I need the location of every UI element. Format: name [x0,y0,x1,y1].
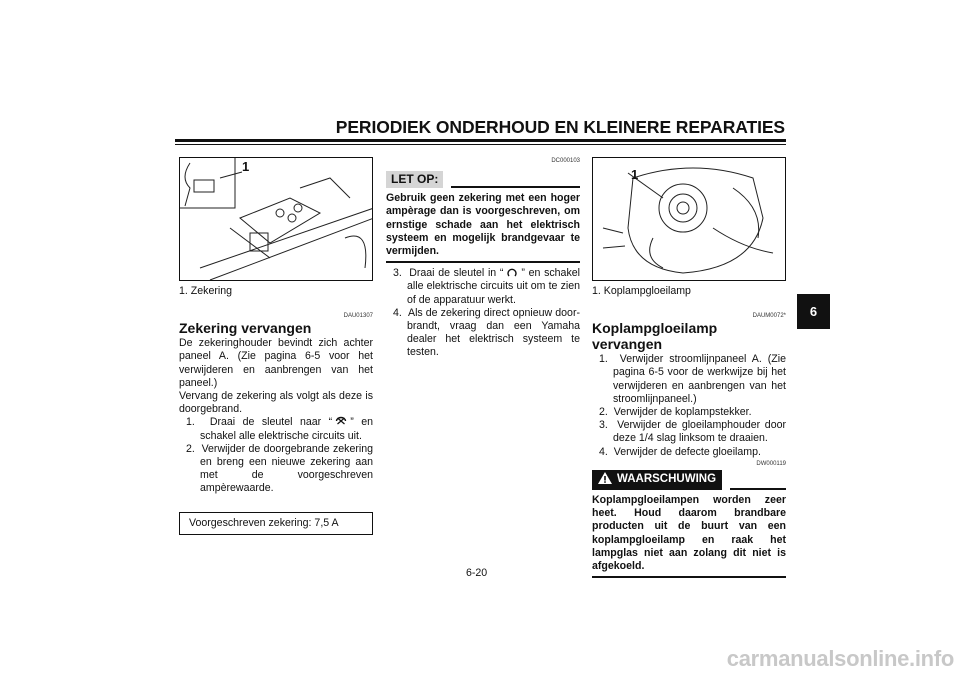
headlight-illustration [592,157,786,281]
figure-callout: 1 [631,167,639,182]
step-item: 3. Verwijder de gloeilamphouder door deze 1/4 slag linksom te draaien. [599,419,787,445]
column-fuse [179,157,373,535]
notice-code: DC000103 [551,158,580,164]
section-code: DAU01307 [343,313,373,320]
header-rule-thin [175,144,786,145]
step-item: 2. Verwijder de doorgebrande zekering en breng een nieuwe zekering aan met de voorgeschreven ampèrewaarde. [186,442,373,495]
column-headlight [592,157,786,582]
fuse-illustration [179,157,373,281]
step-item: 4. Verwijder de defecte gloeilamp. [599,445,761,458]
step-item: 1. Draai de sleutel naar “ ” en schakel alle elektrische circuits uit. [186,416,373,442]
warning-label-box [592,470,722,490]
warning-triangle-icon [598,472,612,488]
notice-rule [451,186,580,188]
intro-text: De zekeringhouder bevindt zich achter paneel A. (Zie pagina 6-5 voor het verwijderen en aanbrengen van het paneel.) [179,337,373,389]
notice-text: Gebruik geen zekering met een hoger ampèrage dan is voorgeschreven, om ernstige schade aan het elektrisch systeem en mogelijk brandgevaar te vermijden. [386,192,580,258]
warning-code: DW000119 [756,460,786,467]
warning-label: WAARSCHUWING [617,473,717,486]
key-on-icon [506,267,518,277]
notice-label: LET OP: [386,171,443,188]
page-header-title: PERIODIEK ONDERHOUD EN KLEINERE REPARATIES [335,117,785,137]
figure-caption: 1. Koplampgloeilamp [592,285,691,297]
warning-text: Koplampgloeilampen worden zeer heet. Houd daarom brandbare producten uit de buurt van een koplampgloeilamp en raak het lampglas niet aan zolang dit niet is afgekoeld. [592,494,786,573]
step-item: 3. Draai de sleutel in “ ” en schakel alle elektrische circuits uit om te zien of de apparatuur werkt. [393,267,580,306]
step-item: 1. Verwijder stroomlijnpaneel A. (Zie pagina 6-5 voor de werkwijze bij het verwijderen en aanbrengen van het stroomlijnpaneel.) [599,353,786,405]
column-notice [386,157,580,360]
fuse-spec-box: Voorgeschreven zekering: 7,5 A [179,512,373,535]
section-code: DAUM0072* [752,313,786,320]
section-heading: Zekering vervangen [179,320,312,337]
key-off-icon [335,416,347,426]
watermark: carmanualsonline.info [726,646,954,671]
notice-end-rule [386,261,580,263]
page-number: 6-20 [466,567,488,579]
header-rule [175,139,786,142]
step-item: 2. Verwijder de koplampstekker. [599,406,752,419]
intro-text-2: Vervang de zekering als volgt als deze is doorgebrand. [179,390,373,416]
warning-rule [730,488,786,490]
figure-caption: 1. Zekering [179,285,232,297]
figure-callout: 1 [242,159,250,174]
chapter-tab: 6 [797,294,830,329]
warning-end-rule [592,576,786,578]
section-heading: Koplampgloeilamp vervangen [592,320,718,353]
step-item: 4. Als de zekering direct opnieuw doorbrandt, vraag dan een Yamaha dealer het elektrisch systeem te testen. [393,306,580,359]
